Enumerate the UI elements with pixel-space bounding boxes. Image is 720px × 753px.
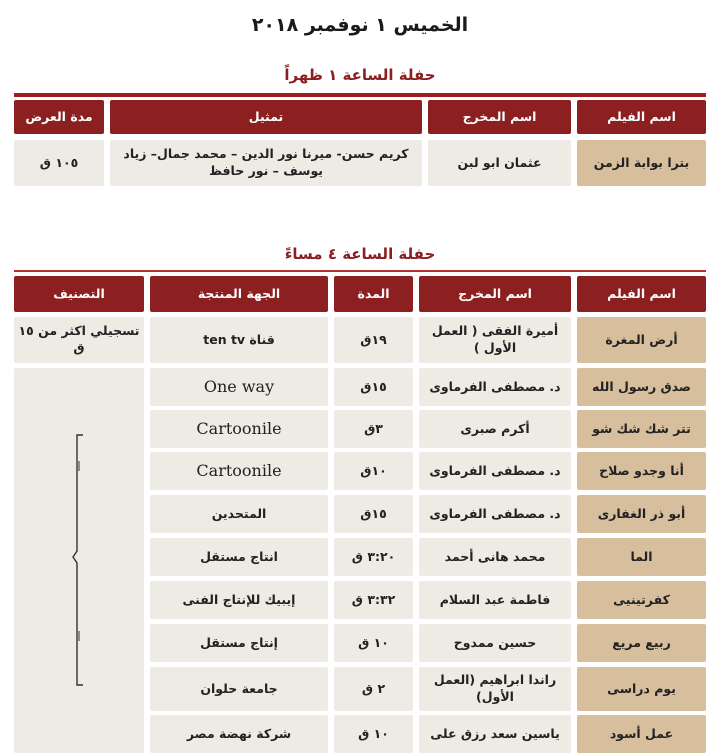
s2-row-film: الما bbox=[577, 538, 706, 576]
page-date-title: الخميس ١ نوفمبر ٢٠١٨ bbox=[251, 14, 469, 36]
s2-row-film: صدق رسول الله bbox=[577, 368, 706, 406]
s2-row-film: ربيع مريع bbox=[577, 624, 706, 662]
s2-row-director: راندا ابراهيم (العمل الأول) bbox=[419, 667, 571, 711]
s2-row-producer: المتحدين bbox=[150, 495, 328, 533]
s2-header-producer: الجهة المنتجة bbox=[150, 276, 328, 312]
s2-row-producer: شركة نهضة مصر bbox=[150, 715, 328, 753]
s1-cast: كريم حسن- ميرنا نور الدين – محمد جمال– زياد يوسف – نور حافظ bbox=[110, 140, 422, 186]
s2-row-director: فاطمة عبد السلام bbox=[419, 581, 571, 619]
s2-row-duration: ١٠ ق bbox=[334, 624, 413, 662]
s2-category-first: تسجيلي اكثر من ١٥ ق bbox=[14, 317, 144, 363]
s2-row-duration: ٣ق bbox=[334, 410, 413, 448]
s1-film: بترا بوابة الزمن bbox=[577, 140, 706, 186]
s2-row-producer: إنتاج مستقل bbox=[150, 624, 328, 662]
s2-row-duration: ١٩ق bbox=[334, 317, 413, 363]
s1-header-cast: تمثيل bbox=[110, 100, 422, 134]
s2-row-producer: جامعة حلوان bbox=[150, 667, 328, 711]
s2-row-duration: ٣:٣٢ ق bbox=[334, 581, 413, 619]
s2-row-duration: ١٠ ق bbox=[334, 715, 413, 753]
s2-row-producer: Cartoonile bbox=[150, 452, 328, 490]
s2-row-producer: انتاج مستقل bbox=[150, 538, 328, 576]
session1-rule bbox=[14, 93, 706, 97]
s1-duration: ١٠٥ ق bbox=[14, 140, 104, 186]
s2-row-duration: ٣:٢٠ ق bbox=[334, 538, 413, 576]
s2-row-director: ياسين سعد رزق على bbox=[419, 715, 571, 753]
s2-row-duration: ١٠ق bbox=[334, 452, 413, 490]
s2-row-film: يوم دراسى bbox=[577, 667, 706, 711]
s2-row-film: كفرتينيى bbox=[577, 581, 706, 619]
s2-row-director: د. مصطفى الفرماوى bbox=[419, 495, 571, 533]
s2-row-producer: One way bbox=[150, 368, 328, 406]
s2-row-film: أرض المغرة bbox=[577, 317, 706, 363]
s2-header-duration: المدة bbox=[334, 276, 413, 312]
s2-row-duration: ١٥ق bbox=[334, 495, 413, 533]
s2-row-duration: ٢ ق bbox=[334, 667, 413, 711]
s2-row-duration: ١٥ق bbox=[334, 368, 413, 406]
s2-row-producer: إيبيك للإنتاج الفنى bbox=[150, 581, 328, 619]
s2-row-film: عمل أسود bbox=[577, 715, 706, 753]
s2-row-film: تتر شك شك شو bbox=[577, 410, 706, 448]
s2-row-producer: قناة ten tv bbox=[150, 317, 328, 363]
s1-header-film: اسم الفيلم bbox=[577, 100, 706, 134]
s2-header-category: التصنيف bbox=[14, 276, 144, 312]
s2-row-producer: Cartoonile bbox=[150, 410, 328, 448]
session2-title: حفلة الساعة ٤ مساءً bbox=[284, 245, 436, 263]
s2-row-director: د. مصطفى الفرماوى bbox=[419, 368, 571, 406]
s2-row-director: أميرة الفقى ( العمل الأول ) bbox=[419, 317, 571, 363]
s2-row-film: أبو ذر الغفارى bbox=[577, 495, 706, 533]
s2-row-director: د. مصطفى الفرماوى bbox=[419, 452, 571, 490]
s1-header-director: اسم المخرج bbox=[428, 100, 571, 134]
s2-row-film: أنا وجدو صلاح bbox=[577, 452, 706, 490]
s2-header-film: اسم الفيلم bbox=[577, 276, 706, 312]
s2-row-director: محمد هانى أحمد bbox=[419, 538, 571, 576]
s2-row-director: أكرم صبرى bbox=[419, 410, 571, 448]
bracket-icon bbox=[69, 431, 89, 691]
s2-category-group bbox=[14, 368, 144, 753]
s1-header-duration: مدة العرض bbox=[14, 100, 104, 134]
s1-director: عثمان ابو لبن bbox=[428, 140, 571, 186]
session1-title: حفلة الساعة ١ ظهراً bbox=[284, 66, 436, 84]
session2-rule bbox=[14, 270, 706, 272]
s2-row-director: حسين ممدوح bbox=[419, 624, 571, 662]
s2-header-director: اسم المخرج bbox=[419, 276, 571, 312]
